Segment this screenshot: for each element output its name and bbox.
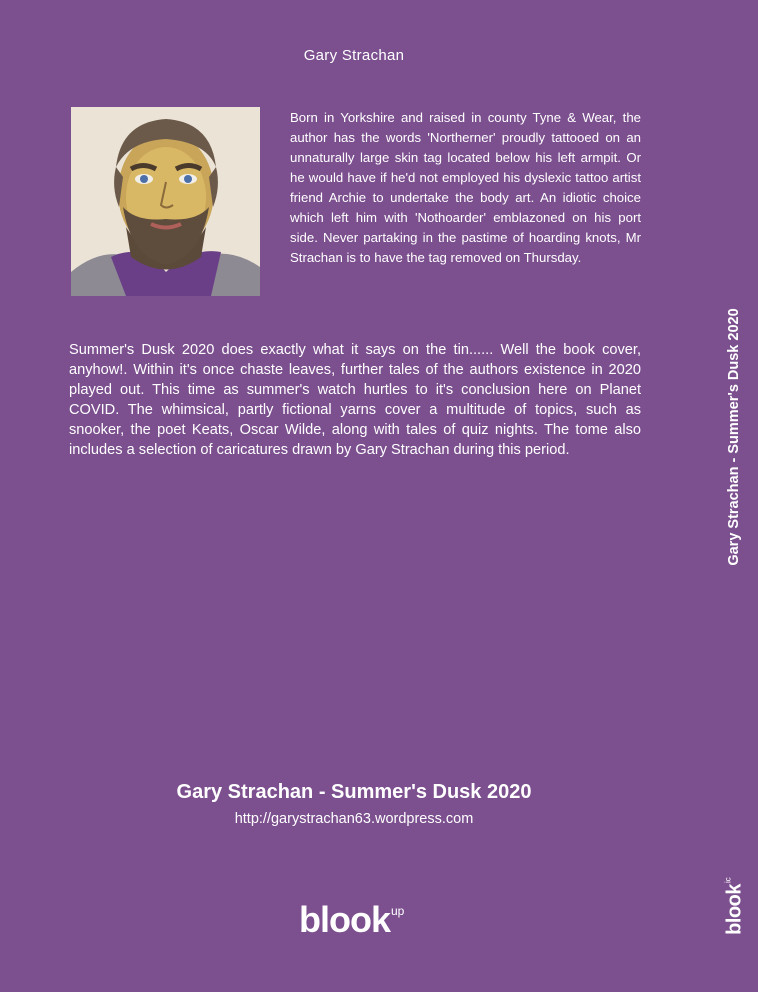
author-portrait-drawing bbox=[71, 107, 260, 296]
publisher-logo-main: blook bbox=[299, 899, 390, 940]
footer-book-title: Gary Strachan - Summer's Dusk 2020 bbox=[176, 781, 532, 803]
book-blurb: Summer's Dusk 2020 does exactly what it says on the tin...... Well the book cover, anyhow!. Within it's once chaste leaves, further tales of the authors existence in 2020 played out. This time as summer's watch hurtles to it's conclusion here on Planet COVID. The whimsical, partly fictional yarns cover a multitude of topics, such as snooker, the poet Keats, Oscar Wilde, along with tales of quiz nights. The tome also includes a selection of caricatures drawn by Gary Strachan during this period. bbox=[69, 342, 641, 458]
publisher-logo-sup: up bbox=[391, 904, 405, 918]
footer-url: http://garystrachan63.wordpress.com bbox=[234, 811, 474, 827]
spine-logo-sup: ic bbox=[723, 877, 733, 883]
spine-logo bbox=[724, 877, 747, 935]
author-bio: Born in Yorkshire and raised in county Tyne & Wear, the author has the words 'Northerner' proudly tattooed on an unnaturally large skin tag located below his left armpit. Or he would have if he'd not employed his dyslexic tattoo artist friend Archie to undertake the body art. An idiotic choice which left him with 'Nothoarder' emblazoned on his port side. Never partaking in the pastime of hoarding knots, Mr Strachan is to have the tag removed on Thursday. bbox=[290, 110, 641, 265]
spine-title: Gary Strachan - Summer's Dusk 2020 bbox=[726, 308, 742, 566]
author-name-top: Gary Strachan bbox=[303, 47, 405, 64]
spine-logo-main: blook bbox=[723, 883, 746, 935]
publisher-logo bbox=[299, 899, 405, 942]
